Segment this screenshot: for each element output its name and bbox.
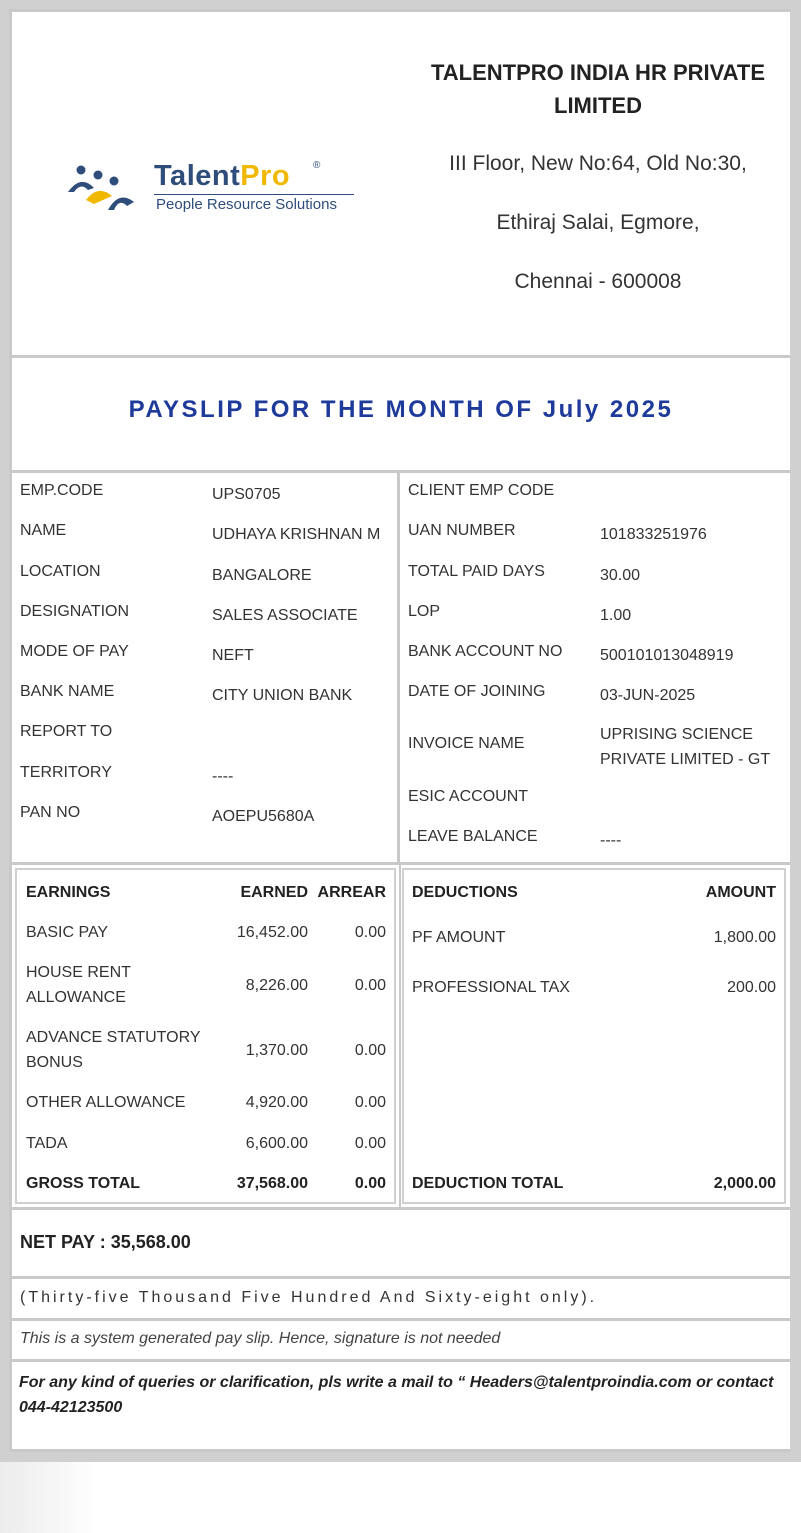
info-label: UAN NUMBER	[408, 522, 516, 539]
info-row	[12, 634, 397, 674]
info-value: 500101013048919	[600, 647, 734, 664]
logo-divider	[154, 194, 354, 195]
info-label: BANK ACCOUNT NO	[408, 643, 563, 660]
earning-name: BASIC PAY	[26, 924, 109, 941]
earning-arrear: 0.00	[354, 1042, 386, 1059]
info-row	[400, 513, 790, 553]
query-note-section	[12, 1362, 790, 1449]
info-label: TERRITORY	[20, 764, 112, 781]
arrear-header: ARREAR	[317, 884, 386, 901]
company-address	[412, 134, 784, 311]
gross-total-arrear: 0.00	[354, 1175, 386, 1192]
logo-tagline: People Resource Solutions	[156, 196, 337, 213]
deduction-name: PF AMOUNT	[412, 929, 506, 946]
logo-wordmark: TalentPro	[154, 160, 291, 192]
earned-header: EARNED	[240, 884, 308, 901]
query-note: For any kind of queries or clarification, pls write a mail to “ Headers@talentproindia.com or contact 044-42123500	[19, 1374, 774, 1416]
employee-info-right	[400, 473, 790, 862]
info-label: LOCATION	[20, 563, 101, 580]
info-value: UPS0705	[212, 486, 281, 503]
net-pay: NET PAY : 35,568.00	[20, 1232, 191, 1252]
info-row	[400, 594, 790, 634]
amount-header: AMOUNT	[705, 884, 776, 901]
info-row	[400, 634, 790, 674]
deductions-section	[401, 865, 790, 1207]
info-label: EMP.CODE	[20, 482, 104, 499]
earnings-table	[15, 868, 396, 1204]
info-row	[400, 473, 790, 513]
info-label: CLIENT EMP CODE	[408, 482, 555, 499]
earning-earned: 8,226.00	[245, 977, 308, 994]
earning-name: ADVANCE STATUTORY	[26, 1029, 201, 1046]
deduction-amount: 1,800.00	[713, 929, 776, 946]
info-label: TOTAL PAID DAYS	[408, 563, 545, 580]
info-label: REPORT TO	[20, 723, 113, 740]
earning-name: HOUSE RENT	[26, 964, 131, 981]
talentpro-logo	[64, 160, 364, 220]
info-row	[400, 779, 790, 819]
earning-earned: 4,920.00	[245, 1094, 308, 1111]
system-note: This is a system generated pay slip. Hence, signature is not needed	[20, 1330, 501, 1347]
payslip-title: PAYSLIP FOR THE MONTH OF July 2025	[128, 396, 674, 423]
address-line: Chennai - 600008	[514, 270, 682, 293]
deduction-total-label: DEDUCTION TOTAL	[412, 1175, 564, 1192]
info-label: PAN NO	[20, 804, 81, 821]
info-label: LOP	[408, 603, 441, 620]
earning-name-line2: BONUS	[26, 1054, 83, 1071]
info-label: DESIGNATION	[20, 603, 130, 620]
header-section	[12, 12, 790, 355]
earning-earned: 1,370.00	[245, 1042, 308, 1059]
info-row	[12, 795, 397, 835]
earning-arrear: 0.00	[354, 1135, 386, 1152]
address-line: Ethiraj Salai, Egmore,	[496, 211, 700, 234]
info-label: NAME	[20, 522, 67, 539]
info-value: NEFT	[212, 647, 254, 664]
info-row	[12, 594, 397, 634]
deduction-name: PROFESSIONAL TAX	[412, 979, 570, 996]
info-value: 1.00	[600, 607, 632, 624]
info-label: DATE OF JOINING	[408, 683, 546, 700]
people-icon	[64, 160, 154, 220]
info-value: ----	[600, 832, 622, 849]
amount-in-words: (Thirty-five Thousand Five Hundred And Sixty-eight only).	[20, 1289, 598, 1306]
earning-arrear: 0.00	[354, 977, 386, 994]
info-row	[12, 755, 397, 795]
earning-name: TADA	[26, 1135, 68, 1152]
earning-earned: 6,600.00	[245, 1135, 308, 1152]
info-label: INVOICE NAME	[408, 735, 525, 752]
info-row	[12, 473, 397, 513]
system-note-section	[12, 1321, 790, 1359]
employee-info-left	[12, 473, 397, 862]
info-value: 101833251976	[600, 526, 707, 543]
amount-in-words-section	[12, 1279, 790, 1318]
deduction-amount: 200.00	[727, 979, 776, 996]
info-label: LEAVE BALANCE	[408, 828, 538, 845]
registered-mark: ®	[313, 160, 321, 171]
info-value	[600, 722, 780, 772]
info-label: MODE OF PAY	[20, 643, 129, 660]
company-block	[412, 56, 784, 311]
info-value: 30.00	[600, 567, 641, 584]
company-name-line1: TALENTPRO INDIA HR PRIVATE	[430, 60, 766, 85]
earning-name-line2: ALLOWANCE	[26, 989, 126, 1006]
earning-arrear: 0.00	[354, 1094, 386, 1111]
info-label: BANK NAME	[20, 683, 115, 700]
info-value: AOEPU5680A	[212, 808, 315, 825]
payslip-frame	[9, 9, 790, 1452]
earnings-header: EARNINGS	[26, 884, 111, 901]
deductions-table	[402, 868, 786, 1204]
info-value: 03-JUN-2025	[600, 687, 696, 704]
earning-name: OTHER ALLOWANCE	[26, 1094, 186, 1111]
page-shadow	[0, 1462, 100, 1533]
info-value: SALES ASSOCIATE	[212, 607, 358, 624]
info-value: UDHAYA KRISHNAN M	[212, 526, 381, 543]
deductions-header: DEDUCTIONS	[412, 884, 518, 901]
info-label: ESIC ACCOUNT	[408, 788, 529, 805]
gross-total-label: GROSS TOTAL	[26, 1175, 141, 1192]
info-row	[400, 714, 790, 774]
info-row	[400, 674, 790, 714]
info-value: CITY UNION BANK	[212, 687, 353, 704]
info-value-line: UPRISING SCIENCE	[600, 726, 753, 743]
gross-total-earned: 37,568.00	[236, 1175, 308, 1192]
info-row	[12, 554, 397, 594]
info-row	[12, 674, 397, 714]
address-line: III Floor, New No:64, Old No:30,	[449, 152, 747, 175]
info-row	[12, 714, 397, 754]
earning-arrear: 0.00	[354, 924, 386, 941]
info-row	[12, 513, 397, 553]
net-pay-section	[12, 1210, 790, 1276]
info-value-line: PRIVATE LIMITED - GT	[600, 751, 771, 768]
title-section	[12, 358, 790, 470]
info-value: ----	[212, 768, 234, 785]
company-name-line2: LIMITED	[554, 93, 642, 118]
earnings-section	[12, 865, 399, 1207]
earning-earned: 16,452.00	[236, 924, 308, 941]
deduction-total-amount: 2,000.00	[713, 1175, 776, 1192]
info-row	[400, 819, 790, 859]
info-row	[400, 554, 790, 594]
info-value: BANGALORE	[212, 567, 312, 584]
